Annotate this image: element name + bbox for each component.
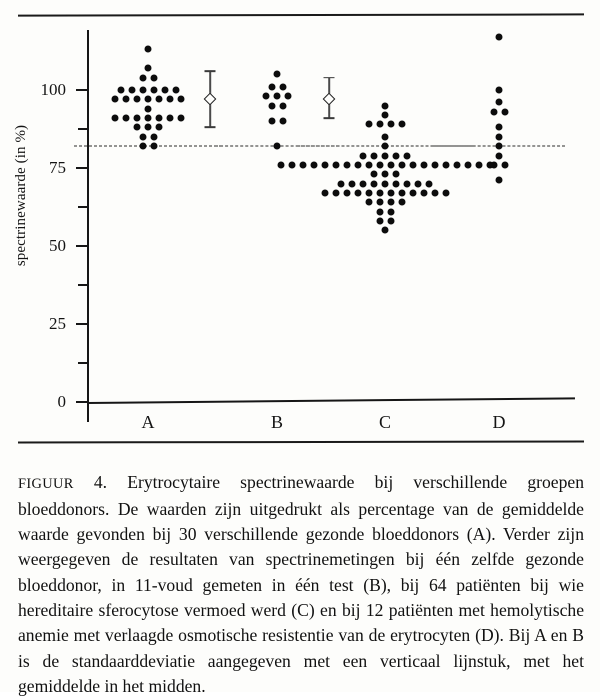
data-point-c (354, 189, 361, 196)
data-point-c (365, 189, 372, 196)
data-point-a (134, 96, 141, 103)
data-point-c (404, 180, 411, 187)
data-point-c (321, 161, 328, 168)
figure-number: 4. (93, 471, 108, 492)
data-point-c (376, 161, 383, 168)
data-point-c (299, 161, 306, 168)
data-point-a (178, 96, 185, 103)
data-point-c (360, 180, 367, 187)
data-point-c (310, 161, 317, 168)
data-point-b (274, 143, 281, 150)
data-point-c (393, 152, 400, 159)
data-point-b (268, 118, 275, 125)
data-point-a (172, 87, 179, 94)
data-point-a (156, 124, 163, 131)
y-tick-minor (78, 362, 88, 364)
scatter-plot (0, 18, 600, 430)
x-tick-label-b: B (270, 412, 283, 432)
y-tick-label: 50 (49, 236, 66, 255)
data-point-c (420, 161, 427, 168)
x-tick-label-a: A (141, 412, 155, 432)
data-point-a (123, 96, 130, 103)
data-point-a (150, 133, 157, 140)
data-point-a (134, 124, 141, 131)
error-bar-cap-lower (324, 117, 335, 119)
data-point-c (365, 161, 372, 168)
data-point-c (464, 161, 471, 168)
data-point-a (134, 115, 141, 122)
data-point-a (139, 74, 146, 81)
data-point-c (382, 171, 389, 178)
data-point-c (321, 189, 328, 196)
data-point-a (139, 133, 146, 140)
data-point-d (496, 133, 503, 140)
data-point-d (496, 33, 503, 40)
data-point-a (150, 143, 157, 150)
data-point-c (387, 161, 394, 168)
error-bar-cap-upper (205, 70, 216, 72)
data-point-b (279, 102, 286, 109)
y-tick-label: 100 (40, 80, 66, 99)
data-point-c (387, 121, 394, 128)
data-point-b (274, 93, 281, 100)
data-point-c (382, 133, 389, 140)
data-point-c (442, 189, 449, 196)
data-point-b (285, 93, 292, 100)
data-point-c (420, 189, 427, 196)
data-point-c (376, 199, 383, 206)
data-point-c (415, 180, 422, 187)
data-point-b (268, 83, 275, 90)
data-point-b (274, 71, 281, 78)
data-point-a (150, 87, 157, 94)
data-point-a (161, 87, 168, 94)
data-point-c (382, 102, 389, 109)
data-point-d (490, 108, 497, 115)
data-point-c (409, 189, 416, 196)
data-point-a (156, 115, 163, 122)
data-point-c (382, 111, 389, 118)
data-point-b (268, 102, 275, 109)
data-point-c (431, 161, 438, 168)
y-tick-major (76, 167, 88, 169)
data-point-b (263, 93, 270, 100)
data-point-a (123, 115, 130, 122)
y-tick-minor (78, 284, 88, 286)
figure-label: FIGUUR (18, 475, 74, 492)
data-point-c (360, 152, 367, 159)
data-point-c (332, 189, 339, 196)
reference-line-a (74, 146, 222, 147)
y-tick-major (76, 89, 88, 91)
y-tick-minor (78, 128, 88, 130)
data-point-c (387, 218, 394, 225)
data-point-c (343, 189, 350, 196)
data-point-d (496, 143, 503, 150)
data-point-c (398, 189, 405, 196)
data-point-c (453, 161, 460, 168)
data-point-a (145, 105, 152, 112)
data-point-d (496, 124, 503, 131)
y-tick-major (76, 323, 88, 325)
data-point-c (387, 199, 394, 206)
x-tick-label-c: C (378, 412, 391, 432)
data-point-c (376, 121, 383, 128)
data-point-c (343, 161, 350, 168)
data-point-c (354, 161, 361, 168)
data-point-a (167, 115, 174, 122)
x-axis-line (87, 397, 575, 404)
data-point-c (338, 180, 345, 187)
data-point-a (145, 96, 152, 103)
y-tick-label: 0 (57, 392, 66, 411)
mean-marker-a (204, 93, 217, 106)
data-point-d (501, 108, 508, 115)
data-point-c (442, 161, 449, 168)
data-point-c (288, 161, 295, 168)
data-point-c (371, 171, 378, 178)
data-point-d (496, 87, 503, 94)
data-point-d (496, 99, 503, 106)
data-point-c (376, 218, 383, 225)
figure-caption (18, 470, 584, 699)
caption-divider-rule (18, 441, 584, 444)
top-divider-rule (18, 13, 584, 16)
data-point-a (145, 115, 152, 122)
data-point-a (117, 87, 124, 94)
data-point-a (139, 87, 146, 94)
data-point-a (145, 124, 152, 131)
data-point-c (409, 161, 416, 168)
data-point-c (365, 199, 372, 206)
y-tick-label: 25 (49, 314, 66, 333)
data-point-c (382, 152, 389, 159)
y-tick-major (76, 245, 88, 247)
data-point-c (404, 152, 411, 159)
data-point-a (156, 96, 163, 103)
data-point-a (139, 143, 146, 150)
data-point-a (112, 96, 119, 103)
data-point-c (387, 208, 394, 215)
data-point-c (382, 180, 389, 187)
data-point-a (178, 115, 185, 122)
data-point-c (393, 171, 400, 178)
data-point-b (279, 118, 286, 125)
data-point-c (475, 161, 482, 168)
data-point-c (376, 189, 383, 196)
data-point-a (128, 87, 135, 94)
data-point-c (349, 180, 356, 187)
y-axis-title-text: spectrinewaarde (in %) (13, 124, 30, 267)
figure-caption-body: Erytrocytaire spectrinewaarde bij verschillende groepen bloeddonors. De waarden zijn uitgedrukt als percentage van de gemiddelde waarde gevonden bij 30 verschillende gezonde bloeddonors (A). Verder zijn weergegeven de resultaten van spectrinemetingen bij één zelfde gezonde bloeddonor, in 11-voud gemeten in één test (B), bij 64 patiënten bij wie hereditaire sferocytose vermoed werd (C) en bij 12 patiënten met hemolytische anemie met verlaagde osmotische resistentie van de erytrocyten (D). Bij A en B is de standaarddeviatie aangegeven met een verticaal lijnstuk, met het gemiddelde in het midden. (18, 471, 584, 696)
data-point-a (112, 115, 119, 122)
data-point-d (490, 161, 497, 168)
data-point-c (365, 121, 372, 128)
data-point-c (382, 227, 389, 234)
data-point-d (496, 152, 503, 159)
x-tick-label-d: D (492, 412, 506, 432)
data-point-a (167, 96, 174, 103)
data-point-d (501, 161, 508, 168)
data-point-c (371, 180, 378, 187)
data-point-c (398, 199, 405, 206)
data-point-c (332, 161, 339, 168)
data-point-b (279, 83, 286, 90)
data-point-a (150, 74, 157, 81)
data-point-c (393, 180, 400, 187)
data-point-c (277, 161, 284, 168)
error-bar-cap-upper (324, 77, 335, 79)
data-point-c (431, 189, 438, 196)
y-tick-minor (78, 206, 88, 208)
data-point-d (496, 177, 503, 184)
data-point-c (371, 152, 378, 159)
data-point-a (145, 46, 152, 53)
y-tick-major (76, 401, 88, 403)
y-tick-label: 75 (49, 158, 66, 177)
data-point-a (145, 65, 152, 72)
mean-marker-b (323, 93, 336, 106)
data-point-c (387, 189, 394, 196)
data-point-c (426, 180, 433, 187)
data-point-c (398, 161, 405, 168)
error-bar-cap-lower (205, 127, 216, 129)
data-point-c (398, 121, 405, 128)
data-point-c (382, 143, 389, 150)
data-point-c (376, 208, 383, 215)
